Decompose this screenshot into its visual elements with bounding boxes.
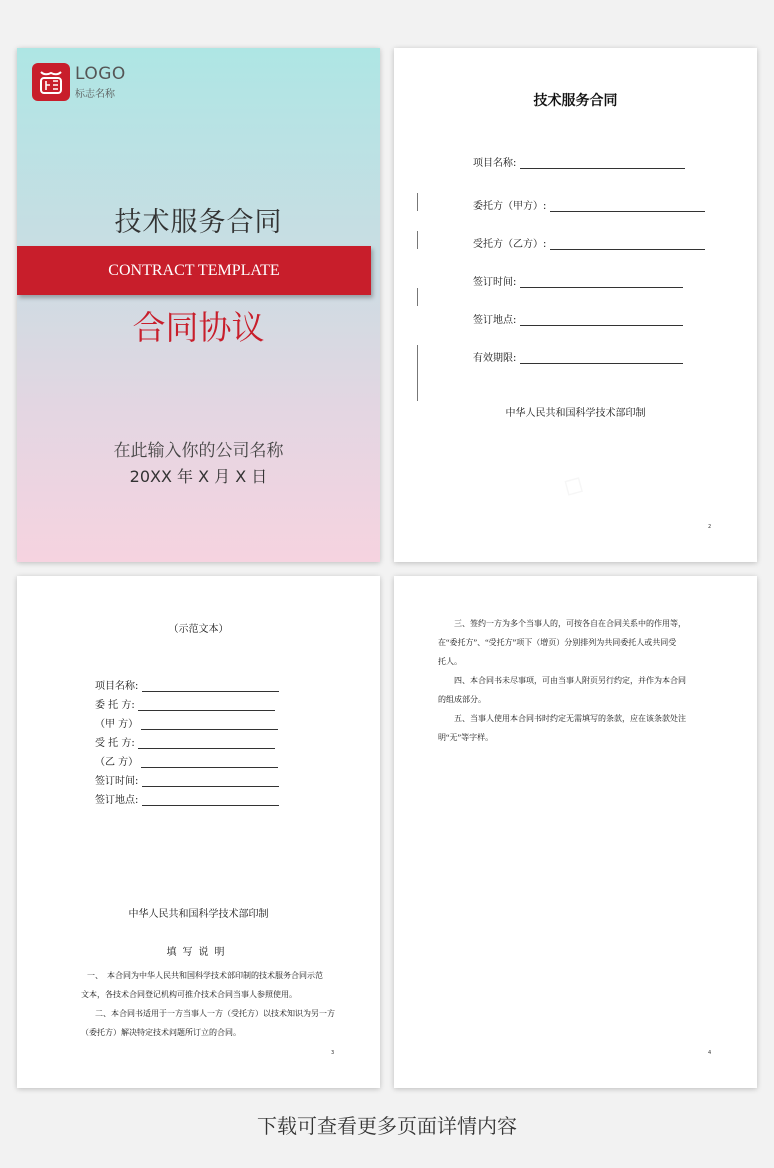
form-row [95, 734, 275, 749]
field-label: 受托方（乙方）: [473, 239, 547, 250]
form-row [95, 772, 279, 787]
blank-line [520, 315, 683, 326]
paragraph-line: 在“委托方”、“受托方”项下（增页）分别排列为共同委托人或共同受 [438, 638, 677, 647]
form-row [95, 696, 275, 711]
cover-date: 20XX 年 X 月 X 日 [129, 467, 268, 486]
instructions-heading: 填写说明 [166, 947, 231, 958]
margin-mark [417, 345, 418, 401]
paragraph-line: 五、当事人使用本合同书时约定无需填写的条款，应在该条款处注 [454, 714, 686, 723]
blank-line [520, 277, 683, 288]
cover-band: CONTRACT TEMPLATE [17, 246, 371, 295]
field-label: 签订地点: [473, 315, 517, 326]
logo-seal-icon [32, 63, 70, 101]
blank-line [142, 776, 279, 787]
form-row [473, 154, 685, 169]
paragraph [438, 709, 686, 747]
blank-line [138, 700, 275, 711]
blank-line [142, 681, 279, 692]
field-label: 项目名称: [473, 158, 517, 169]
cover-page [17, 48, 380, 562]
page-number: 2 [708, 524, 712, 530]
margin-mark [417, 193, 418, 211]
paragraph [81, 1004, 335, 1042]
paragraph-line: 二、本合同书适用于一方当事人一方（受托方）以技术知识为另一方 [95, 1009, 335, 1018]
blank-line [520, 353, 683, 364]
paragraph-line: 三、签约一方为多个当事人的，可按各自在合同关系中的作用等， [454, 619, 686, 628]
blank-line [141, 757, 278, 768]
blank-line [141, 719, 278, 730]
blank-line [550, 239, 705, 250]
field-label: 签订时间: [473, 277, 517, 288]
field-label: 受 托 方: [95, 738, 135, 749]
logo-text: LOGO [75, 64, 126, 84]
field-label: （甲 方） [95, 719, 139, 730]
field-label: 委托方（甲方）: [473, 201, 547, 212]
form-row [95, 791, 279, 806]
paragraph-line: 托人。 [438, 657, 462, 666]
paragraph-line: 四、本合同书未尽事项，可由当事人附页另行约定，并作为本合同 [454, 676, 686, 685]
paragraph [81, 966, 323, 1004]
blank-line [142, 795, 279, 806]
issuer-footer: 中华人民共和国科学技术部印制 [128, 909, 269, 920]
form-row [95, 715, 278, 730]
field-label: 项目名称: [95, 681, 139, 692]
instructions-continued-page [394, 576, 757, 1088]
field-label: （乙 方） [95, 757, 139, 768]
blank-line [520, 158, 685, 169]
margin-mark [417, 231, 418, 249]
paragraph [438, 671, 686, 709]
page-title: 技术服务合同 [533, 93, 618, 109]
sample-text-page [17, 576, 380, 1088]
page-number: 4 [708, 1050, 712, 1056]
page-title: （示范文本） [168, 624, 229, 635]
field-label: 委 托 方: [95, 700, 135, 711]
paragraph [438, 614, 686, 671]
form-row [473, 311, 683, 326]
field-label: 签订地点: [95, 795, 139, 806]
issuer-footer: 中华人民共和国科学技术部印制 [505, 408, 646, 419]
form-row [473, 273, 683, 288]
form-row [95, 753, 278, 768]
form-row [473, 197, 705, 212]
paragraph-line: 一、 本合同为中华人民共和国科学技术部印制的技术服务合同示范 [87, 971, 323, 980]
contract-info-page [394, 48, 757, 562]
form-row [473, 349, 683, 364]
paragraph-line: 文本，各技术合同登记机构可推介技术合同当事人参照使用。 [81, 990, 297, 999]
paragraph-line: 的组成部分。 [438, 695, 486, 704]
blank-line [550, 201, 705, 212]
form-row [95, 677, 279, 692]
company-name: 在此输入你的公司名称 [113, 441, 284, 461]
logo-subtitle: 标志名称 [75, 89, 115, 100]
blank-line [138, 738, 275, 749]
cover-title: 技术服务合同 [114, 207, 283, 238]
field-label: 有效期限: [473, 353, 517, 364]
margin-mark [417, 288, 418, 306]
form-row [473, 235, 705, 250]
paragraph-line: 明“无”等字样。 [438, 733, 494, 742]
field-label: 签订时间: [95, 776, 139, 787]
download-caption: 下载可查看更多页面详情内容 [257, 1114, 517, 1138]
page-number: 3 [331, 1050, 335, 1056]
paragraph-line: （委托方）解决特定技术问题所订立的合同。 [81, 1028, 241, 1037]
watermark [557, 465, 592, 504]
cover-subtitle: 合同协议 [132, 308, 265, 347]
